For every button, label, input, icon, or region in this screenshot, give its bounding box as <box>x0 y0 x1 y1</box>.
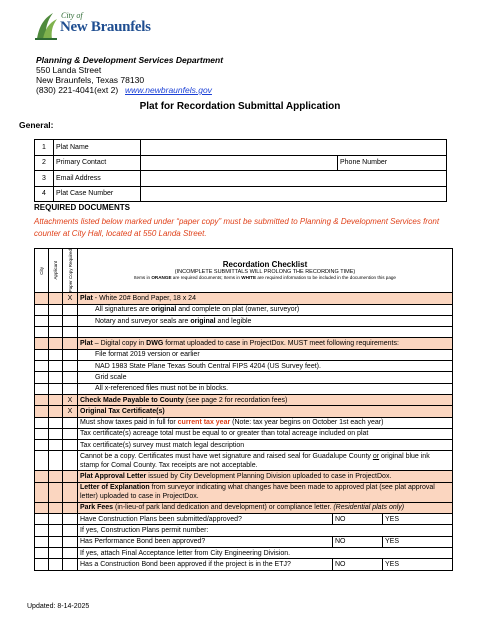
checklist-row <box>35 361 453 372</box>
applicant-check-cell[interactable] <box>49 417 63 428</box>
paper-copy-cell <box>63 315 78 326</box>
paper-copy-cell <box>63 304 78 315</box>
park-fees-item: Park Fees (in-lieu-of park land dedication and development) or compliance letter. (Residential plats only) <box>78 502 453 513</box>
blank-cell <box>78 327 453 338</box>
checklist-row <box>35 502 453 513</box>
city-check-cell[interactable] <box>35 482 49 502</box>
row-number: 2 <box>35 155 54 171</box>
city-check-cell[interactable] <box>35 304 49 315</box>
applicant-check-cell[interactable] <box>49 428 63 439</box>
paper-copy-cell <box>63 525 78 536</box>
paper-copy-column-header: Paper Copy Required <box>63 249 78 293</box>
applicant-check-cell[interactable] <box>49 471 63 482</box>
checklist-row <box>35 525 453 536</box>
department-name: Planning & Development Services Department <box>36 55 224 65</box>
applicant-check-cell[interactable] <box>49 293 63 304</box>
city-emblem-icon <box>33 9 59 41</box>
city-check-cell[interactable] <box>35 559 49 570</box>
row-number: 4 <box>35 186 54 202</box>
row-number: 3 <box>35 171 54 187</box>
checklist-row <box>35 536 453 547</box>
digital-copy-item: Plat – Digital copy in DWG format uploaded to case in ProjectDox. MUST meet following requirements: <box>78 338 453 349</box>
checklist-row <box>35 451 453 471</box>
xref-item: All x-referenced files must not be in blocks. <box>78 383 453 394</box>
city-check-cell[interactable] <box>35 293 49 304</box>
applicant-check-cell[interactable] <box>49 349 63 360</box>
applicant-check-cell[interactable] <box>49 304 63 315</box>
city-check-cell[interactable] <box>35 547 49 558</box>
city-check-cell[interactable] <box>35 349 49 360</box>
acreage-item: Tax certificate(s) acreage total must be equal to or greater than total acreage included on plat <box>78 428 453 439</box>
yes-option[interactable]: YES <box>383 514 453 525</box>
logo-city-text: City of <box>61 11 83 20</box>
applicant-check-cell[interactable] <box>49 482 63 502</box>
applicant-check-cell[interactable] <box>49 315 63 326</box>
paper-copy-cell <box>63 372 78 383</box>
city-logo <box>33 9 151 43</box>
city-check-cell[interactable] <box>35 525 49 536</box>
explanation-letter-item: Letter of Explanation from surveyor indicating what changes have been made to approved plat (see plat approval letter) uploaded to case in ProjectDox. <box>78 482 453 502</box>
city-check-cell[interactable] <box>35 361 49 372</box>
checklist-row <box>35 482 453 502</box>
paper-copy-cell <box>63 536 78 547</box>
checklist-row <box>35 349 453 360</box>
checklist-title: Recordation Checklist <box>222 259 308 269</box>
city-check-cell[interactable] <box>35 514 49 525</box>
email-address-field[interactable] <box>141 171 447 187</box>
required-documents-heading: REQUIRED DOCUMENTS <box>34 203 131 212</box>
phone-number: (830) 221-4041(ext 2) <box>36 85 119 95</box>
grid-scale-item: Grid scale <box>78 372 453 383</box>
city-column-header: City <box>35 249 49 293</box>
city-check-cell[interactable] <box>35 327 49 338</box>
checklist-row <box>35 293 453 304</box>
applicant-check-cell[interactable] <box>49 338 63 349</box>
paper-copy-cell <box>63 502 78 513</box>
checklist-spacer-row <box>35 327 453 338</box>
seals-item: Notary and surveyor seals are original and legible <box>78 315 453 326</box>
no-option[interactable]: NO <box>333 536 383 547</box>
phone-number-label: Phone Number <box>338 155 447 171</box>
applicant-check-cell[interactable] <box>49 394 63 405</box>
applicant-check-cell[interactable] <box>49 372 63 383</box>
checklist-row <box>35 514 453 525</box>
city-check-cell[interactable] <box>35 315 49 326</box>
applicant-check-cell[interactable] <box>49 525 63 536</box>
checklist-color-note: Items in ORANGE are required documents; Items in WHITE are required information to be included in the documention this page <box>133 275 396 281</box>
city-check-cell[interactable] <box>35 372 49 383</box>
city-check-cell[interactable] <box>35 338 49 349</box>
plat-case-number-field[interactable] <box>141 186 447 202</box>
final-acceptance-item: If yes, attach Final Acceptance letter from City Engineering Division. <box>78 547 453 558</box>
no-copy-item: Cannot be a copy. Certificates must have wet signature and raised seal for Guadalupe County or original blue ink stamp for Comal County. Tax receipts are not acceptable. <box>78 451 453 471</box>
tax-certificate-item: Original Tax Certificate(s) <box>78 406 453 417</box>
checklist-row <box>35 428 453 439</box>
paper-copy-cell <box>63 327 78 338</box>
general-heading: General: <box>19 120 54 130</box>
paper-copy-cell <box>63 471 78 482</box>
checklist-row <box>35 315 453 326</box>
applicant-check-cell[interactable] <box>49 502 63 513</box>
plat-paper-item: Plat - White 20# Bond Paper, 18 x 24 <box>78 293 453 304</box>
checklist-row <box>35 406 453 417</box>
paper-copy-cell <box>63 361 78 372</box>
table-row <box>35 155 447 171</box>
paper-copy-cell <box>63 428 78 439</box>
city-check-cell[interactable] <box>35 406 49 417</box>
construction-plans-question: Have Construction Plans been submitted/approved? <box>78 514 333 525</box>
paper-copy-cell <box>63 451 78 471</box>
paper-copy-cell <box>63 514 78 525</box>
city-check-cell[interactable] <box>35 417 49 428</box>
general-info-table <box>34 139 447 202</box>
checklist-row <box>35 440 453 451</box>
city-check-cell[interactable] <box>35 428 49 439</box>
city-state-zip: New Braunfels, Texas 78130 <box>36 75 145 85</box>
logo-name-text: New Braunfels <box>60 19 151 35</box>
checklist-row <box>35 372 453 383</box>
city-check-cell[interactable] <box>35 394 49 405</box>
paper-copy-cell <box>63 559 78 570</box>
city-check-cell[interactable] <box>35 471 49 482</box>
permit-number-item: If yes, Construction Plans permit number: <box>78 525 453 536</box>
paper-copy-notice: Attachments listed below marked under “paper copy” must be submitted to Planning & Development Services front counter at City Hall, located at 550 Landa Street. <box>34 217 440 238</box>
row-number: 1 <box>35 140 54 156</box>
email-address-label: Email Address <box>54 171 141 187</box>
checklist-header <box>78 249 453 293</box>
file-format-item: File format 2019 version or earlier <box>78 349 453 360</box>
recordation-checklist-table <box>34 248 453 571</box>
checklist-row <box>35 547 453 558</box>
plat-name-field[interactable] <box>141 140 447 156</box>
paper-copy-mark: X <box>63 293 78 304</box>
city-check-cell[interactable] <box>35 536 49 547</box>
checklist-row <box>35 383 453 394</box>
street-address: 550 Landa Street <box>36 65 102 75</box>
paper-copy-cell <box>63 547 78 558</box>
applicant-check-cell[interactable] <box>49 383 63 394</box>
applicant-check-cell[interactable] <box>49 406 63 417</box>
taxes-paid-item: Must show taxes paid in full for current tax year (Note: tax year begins on October 1st each year) <box>78 417 453 428</box>
no-option[interactable]: NO <box>333 514 383 525</box>
projection-item: NAD 1983 State Plane Texas South Central FIPS 4204 (US Survey feet). <box>78 361 453 372</box>
city-check-cell[interactable] <box>35 383 49 394</box>
plat-case-number-label: Plat Case Number <box>54 186 141 202</box>
checklist-header-row <box>35 249 453 293</box>
applicant-check-cell[interactable] <box>49 361 63 372</box>
table-row <box>35 186 447 202</box>
signatures-item: All signatures are original and complete on plat (owner, surveyor) <box>78 304 453 315</box>
county-check-item: Check Made Payable to County (see page 2 for recordation fees) <box>78 394 453 405</box>
applicant-check-cell[interactable] <box>49 440 63 451</box>
construction-bond-question: Has a Construction Bond been approved if the project is in the ETJ? <box>78 559 333 570</box>
yes-option[interactable]: YES <box>383 559 453 570</box>
website-link[interactable]: www.newbraunfels.gov <box>125 85 212 95</box>
primary-contact-label: Primary Contact <box>54 155 141 171</box>
updated-date: Updated: 8-14-2025 <box>27 603 90 610</box>
city-check-cell[interactable] <box>35 502 49 513</box>
yes-option[interactable]: YES <box>383 536 453 547</box>
page-title: Plat for Recordation Submittal Application <box>139 101 341 112</box>
applicant-check-cell[interactable] <box>49 327 63 338</box>
survey-item: Tax certificate(s) survey must match legal description <box>78 440 453 451</box>
performance-bond-question: Has Performance Bond been approved? <box>78 536 333 547</box>
paper-copy-mark: X <box>63 406 78 417</box>
paper-copy-cell <box>63 383 78 394</box>
checklist-row <box>35 471 453 482</box>
plat-name-label: Plat Name <box>54 140 141 156</box>
paper-copy-cell <box>63 440 78 451</box>
approval-letter-item: Plat Approval Letter issued by City Development Planning Division uploaded to case in ProjectDox. <box>78 471 453 482</box>
paper-copy-cell <box>63 482 78 502</box>
paper-copy-mark: X <box>63 394 78 405</box>
city-check-cell[interactable] <box>35 440 49 451</box>
paper-copy-cell <box>63 417 78 428</box>
paper-copy-cell <box>63 349 78 360</box>
applicant-check-cell[interactable] <box>49 559 63 570</box>
applicant-check-cell[interactable] <box>49 514 63 525</box>
applicant-check-cell[interactable] <box>49 536 63 547</box>
applicant-check-cell[interactable] <box>49 547 63 558</box>
city-check-cell[interactable] <box>35 451 49 471</box>
applicant-column-header: Applicant <box>49 249 63 293</box>
checklist-row <box>35 559 453 570</box>
applicant-check-cell[interactable] <box>49 451 63 471</box>
table-row <box>35 140 447 156</box>
primary-contact-field[interactable] <box>141 155 338 171</box>
checklist-subtitle: (INCOMPLETE SUBMITTALS WILL PROLONG THE RECORDING TIME) <box>174 268 356 275</box>
checklist-row <box>35 304 453 315</box>
checklist-row <box>35 417 453 428</box>
paper-copy-cell <box>63 338 78 349</box>
table-row <box>35 171 447 187</box>
checklist-row <box>35 394 453 405</box>
no-option[interactable]: NO <box>333 559 383 570</box>
checklist-row <box>35 338 453 349</box>
